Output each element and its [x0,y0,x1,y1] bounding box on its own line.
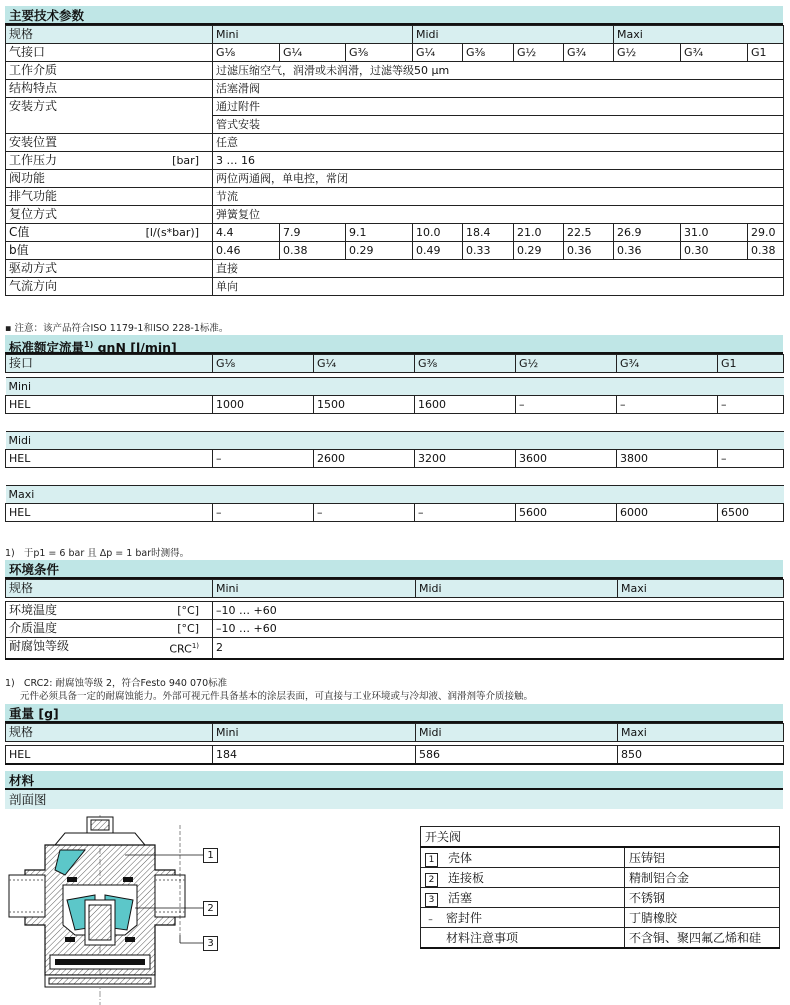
weight-section [5,704,783,765]
env-label-text: 耐腐蚀等级 [9,639,70,653]
part-name: 材料注意事项 [446,930,519,945]
flow-head-cell: G¾ [617,355,718,373]
flow-cell: 3600 [516,450,617,468]
env-unit: [°C] [177,604,199,617]
c-value-row [6,224,784,242]
spec-unit: [bar] [172,154,199,167]
b-cell: 0.49 [413,242,463,260]
spec-row [6,188,784,206]
flow-head-cell: 接口 [6,355,213,373]
spec-value: 单向 [213,278,784,296]
flow-group-name: Mini [6,378,784,396]
legend-row [421,908,780,928]
size-maxi: Maxi [618,580,784,598]
spec-row [6,98,784,116]
weight-table [5,723,784,765]
flow-title-sup: 1) [84,340,94,349]
env-unit-sup: 1) [191,642,199,650]
flow-cell: 3200 [415,450,516,468]
env-label [6,638,213,659]
flow-head-cell: G½ [516,355,617,373]
c-cell: 21.0 [514,224,564,242]
note-mark: ▪ [5,323,15,334]
flow-cell: HEL [6,504,213,522]
spec-value: 管式安装 [213,116,784,134]
b-label: b值 [6,242,213,260]
b-cell: 0.29 [346,242,413,260]
callout-2: 2 [203,901,218,916]
part-number: – [428,914,433,925]
b-cell: 0.36 [614,242,681,260]
env-label [6,620,213,638]
legend-part [421,847,625,868]
part-number [425,930,436,942]
spec-label: 气流方向 [6,278,213,296]
crc-footnote-2: 元件必须具备一定的耐腐蚀能力。外部可视元件具备基本的涂层表面，可直接与工业环境或与冷却液、润滑剂等介质接触。 [20,691,534,702]
env-row [6,602,784,620]
spec-label: 复位方式 [6,206,213,224]
c-cell: 29.0 [748,224,784,242]
flow-group-row [6,432,784,450]
legend-material: 精制铝合金 [625,868,780,888]
size-label: 规格 [6,724,213,742]
size-midi: Midi [416,580,618,598]
size-maxi: Maxi [614,26,784,44]
legend-row [421,847,780,868]
flow-title-suffix: qnN [l/min] [93,340,177,356]
c-unit: [l/(s*bar)] [145,226,199,239]
flow-group-row [6,378,784,396]
footnote-num: 1) [5,548,15,559]
b-cell: 0.38 [748,242,784,260]
tech-head-row [6,26,784,44]
port-cell: G½ [514,44,564,62]
material-legend-table [420,826,780,949]
size-label: 规格 [6,26,213,44]
flow-data-row [6,504,784,522]
flow-footnote [5,545,189,559]
spec-value: 通过附件 [213,98,784,116]
flow-title [5,335,783,354]
spec-label: 安装位置 [6,134,213,152]
flow-cell: 6500 [718,504,784,522]
flow-cell: 5600 [516,504,617,522]
footnote-text: CRC2: 耐腐蚀等级 2，符合Festo 940 070标准 [23,678,228,689]
tech-specs-title: 主要技术参数 [5,6,783,25]
c-cell: 26.9 [614,224,681,242]
flow-spacer [6,468,784,486]
spec-label: 工作介质 [6,62,213,80]
flow-cell: – [415,504,516,522]
spec-value: 两位两通阀，单电控，常闭 [213,170,784,188]
legend-row [421,868,780,888]
c-label-text: C值 [9,225,30,239]
part-number: 1 [425,853,438,867]
env-value: –10 … +60 [213,620,784,638]
port-cell: G½ [614,44,681,62]
c-cell: 18.4 [463,224,514,242]
weight-label: HEL [6,746,213,765]
legend-material: 丁腈橡胶 [625,908,780,928]
callout-1: 1 [203,848,218,863]
tech-specs-section [5,6,783,296]
legend-row [421,888,780,908]
size-mini: Mini [213,724,416,742]
part-number: 2 [425,873,438,887]
size-label: 规格 [6,580,213,598]
size-midi: Midi [416,724,618,742]
port-cell: G¼ [413,44,463,62]
weight-title: 重量 [g] [5,704,783,723]
note-text: 注意：该产品符合ISO 1179-1和ISO 228-1标准。 [14,323,229,334]
legend-part [421,868,625,888]
flow-cell: 2600 [314,450,415,468]
env-label-text: 环境温度 [9,603,58,617]
c-cell: 10.0 [413,224,463,242]
port-cell: G⅛ [213,44,280,62]
env-value: 2 [213,638,784,659]
flow-table [5,354,784,522]
spec-label: 驱动方式 [6,260,213,278]
flow-head-cell: G1 [718,355,784,373]
size-mini: Mini [213,26,413,44]
flow-section [5,335,783,522]
spec-row [6,278,784,296]
size-midi: Midi [413,26,614,44]
spec-label: 结构特点 [6,80,213,98]
weight-midi: 586 [416,746,618,765]
flow-cell: – [516,396,617,414]
spec-row [6,80,784,98]
flow-group-name: Midi [6,432,784,450]
c-cell: 31.0 [681,224,748,242]
flow-head-cell: G¼ [314,355,415,373]
part-name: 密封件 [446,910,483,925]
env-head-row [6,580,784,598]
flow-spacer [6,414,784,432]
spec-value: 任意 [213,134,784,152]
part-name: 连接板 [448,870,485,885]
b-value-row [6,242,784,260]
c-cell: 9.1 [346,224,413,242]
part-name: 活塞 [448,890,473,905]
port-cell: G¾ [564,44,614,62]
b-cell: 0.36 [564,242,614,260]
spec-value: 直接 [213,260,784,278]
flow-head-row [6,355,784,373]
env-label-text: 介质温度 [9,621,58,635]
spec-row [6,152,784,170]
legend-row [421,928,780,949]
legend-material: 不锈钢 [625,888,780,908]
b-cell: 0.29 [514,242,564,260]
size-maxi: Maxi [618,724,784,742]
flow-group-name: Maxi [6,486,784,504]
spec-value: 过滤压缩空气，润滑或未润滑，过滤等级50 μm [213,62,784,80]
port-cell: G¼ [280,44,346,62]
part-number: 3 [425,893,438,907]
b-cell: 0.30 [681,242,748,260]
footnote-num: 1) [5,678,15,689]
spec-label: 排气功能 [6,188,213,206]
legend-material: 压铸铝 [625,847,780,868]
c-cell: 22.5 [564,224,614,242]
weight-row [6,746,784,765]
flow-data-row [6,450,784,468]
spec-label: 安装方式 [6,98,213,134]
spec-row [6,62,784,80]
port-cell: G⅜ [346,44,413,62]
flow-head-cell: G⅜ [415,355,516,373]
flow-cell: 1500 [314,396,415,414]
spec-value: 3 … 16 [213,152,784,170]
flow-cell: 6000 [617,504,718,522]
legend-part [421,888,625,908]
legend-title-row [421,827,780,848]
port-cell: G1 [748,44,784,62]
callout-3: 3 [203,936,218,951]
flow-cell: – [617,396,718,414]
tech-specs-table [5,25,784,296]
spec-label [6,152,213,170]
material-section [5,771,783,809]
c-cell: 4.4 [213,224,280,242]
port-cell: G¾ [681,44,748,62]
flow-cell: – [213,504,314,522]
flow-cell: – [718,396,784,414]
env-label [6,602,213,620]
flow-group-row [6,486,784,504]
legend-part [421,928,625,949]
flow-title-text: 标准额定流量 [9,340,85,356]
flow-cell: 1000 [213,396,314,414]
part-name: 壳体 [448,850,473,865]
c-label [6,224,213,242]
env-unit-text: CRC [169,642,192,656]
b-cell: 0.38 [280,242,346,260]
env-row [6,638,784,659]
flow-cell: – [718,450,784,468]
section-view-label: 剖面图 [5,790,783,809]
footnote-text: 于p1 = 6 bar 且 Δp = 1 bar时测得。 [23,548,190,559]
b-cell: 0.46 [213,242,280,260]
c-cell: 7.9 [280,224,346,242]
flow-cell: HEL [6,396,213,414]
weight-maxi: 850 [618,746,784,765]
legend-title: 开关阀 [421,827,780,848]
env-title: 环境条件 [5,560,783,579]
spec-row [6,260,784,278]
size-mini: Mini [213,580,416,598]
flow-cell: HEL [6,450,213,468]
material-title: 材料 [5,771,783,790]
env-unit [169,638,209,658]
spec-row [6,170,784,188]
port-row [6,44,784,62]
b-cell: 0.33 [463,242,514,260]
env-row [6,620,784,638]
flow-cell: – [213,450,314,468]
flow-data-row [6,396,784,414]
env-table [5,579,784,660]
spec-value: 弹簧复位 [213,206,784,224]
spec-label-text: 工作压力 [9,153,58,167]
legend-material: 不含铜、聚四氟乙烯和硅 [625,928,780,949]
weight-mini: 184 [213,746,416,765]
spec-value: 活塞滑阀 [213,80,784,98]
flow-cell: 1600 [415,396,516,414]
legend-part [421,908,625,928]
flow-head-cell: G⅛ [213,355,314,373]
env-unit: [°C] [177,622,199,635]
port-label: 气接口 [6,44,213,62]
crc-footnote [5,675,227,689]
spec-value: 节流 [213,188,784,206]
iso-note [5,320,228,334]
weight-head-row [6,724,784,742]
env-section [5,560,783,660]
valve-section-drawing [5,815,235,1005]
spec-label: 阀功能 [6,170,213,188]
flow-cell: – [314,504,415,522]
env-value: –10 … +60 [213,602,784,620]
spec-row [6,206,784,224]
port-cell: G⅜ [463,44,514,62]
flow-cell: 3800 [617,450,718,468]
spec-row [6,134,784,152]
